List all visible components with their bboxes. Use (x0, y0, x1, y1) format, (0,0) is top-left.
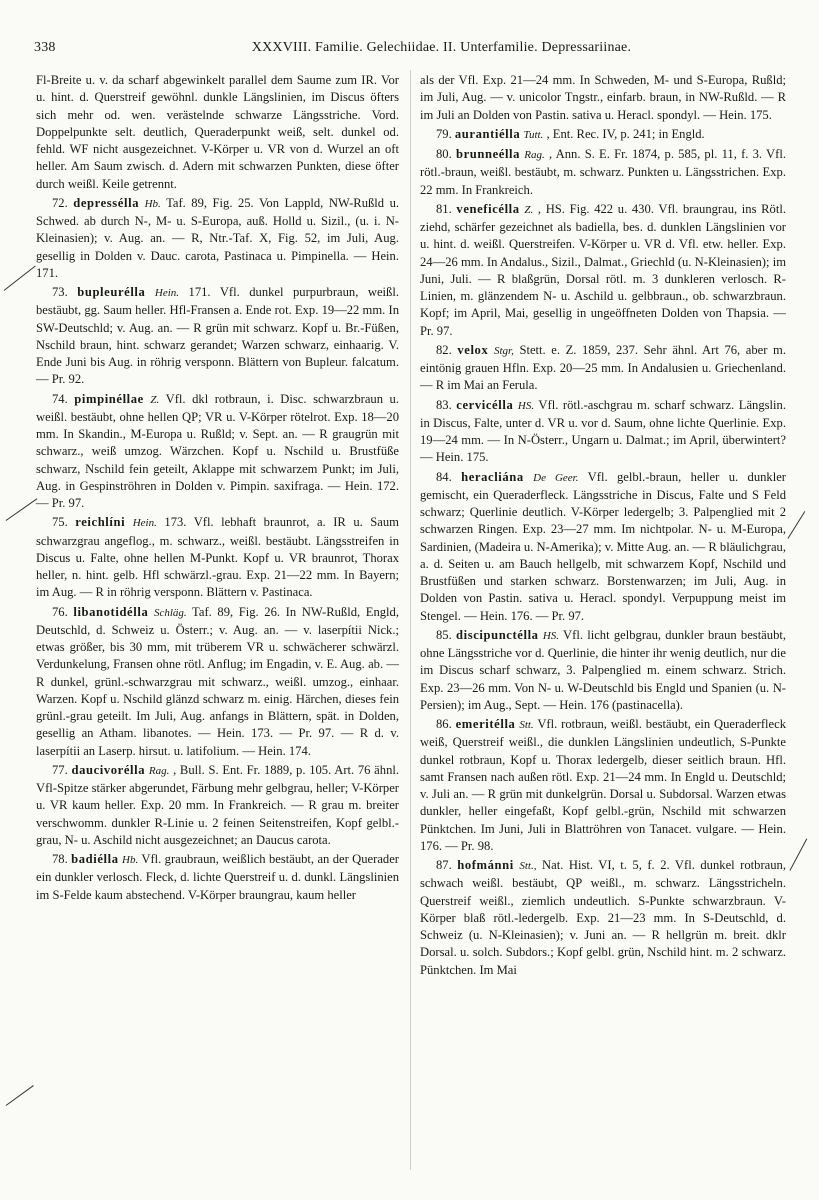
species-entry (420, 126, 786, 144)
entry-text: Vfl. rotbraun, weißl. bestäubt, ein Queraderfleck weiß, Querstreif weißl., die dunklen Längslinien undeutlich, S-Punkte dunkel rotbraun, Kopf u. Thorax ledergelb, dieser seitlich braun. Hfl. samt Fransen nach außen rötl. Exp. 21—24 mm. In Engld u. Deutschld; v. Juli an. — R grün mit dunkelgrün. Dorsal u. Subdorsal. Warzen etwas dunkler, heller eingefaßt, Kopf gelbl.-grün, Nschild mit schwarzen Pünktchen. Im Juni, Juli in Blattröhren von Tanacet. vulgare. — Hein. 176. — Pr. 98. (420, 717, 786, 853)
entry-number: 75. (52, 515, 68, 530)
entry-number: 84. (436, 469, 452, 484)
author-name: Hb. (122, 854, 139, 866)
entry-number: 86. (436, 717, 452, 731)
entry-text: Fl-Breite u. v. da scharf abgewinkelt parallel dem Saume zum IR. Vor u. hint. d. Querstreif gewöhnl. dunkle Längslinien, im Discus öfters sich mehr od. wen. verästelnde schwarze Längsstriche. Vord. Doppelpunkte selt. deutlich, Queraderpunkt weiß, selt. dunkel od. fehld. WF nicht ausgezeichnet. V-Körper u. VR von d. Wurzel an oft heller. Am Saum zwisch. d. Adern mit schwarzen Punkten, diese öfter durch weißl. Keile getrennt. (36, 73, 399, 191)
author-name: Stgr, (493, 344, 514, 357)
author-name: Z. (524, 203, 534, 216)
species-entry (420, 857, 786, 979)
species-name: aurantiélla (454, 126, 521, 141)
species-name: libanotidélla (73, 604, 149, 619)
entry-number: 76. (52, 604, 68, 619)
entry-number: 80. (436, 147, 452, 161)
species-name: velox (457, 342, 489, 357)
species-name: heracliána (461, 469, 524, 484)
entry-number: 83. (436, 397, 452, 412)
entry-text: , HS. Fig. 422 u. 430. Vfl. braungrau, ins Rötl. ziehd, schärfer gezeichnet als badiella, bes. d. dunklen Längslinien vor u. hint. d. weißl. Querstreifen. V-Körper u. VR d. Vfl. etw. heller. Exp. 24—26 mm. In Andalus., Sizil., Dalmat., Griechld (u. N-Kleinasien); im Juni, Juli. — R blaßgrün, Dorsal rötl. m. 3 dunkleren verlosch. R-Linien, m. glänzendem N- u. Aschild u. gelbbraun., ob. schwarzbraun. Kopf; im April, Mai, gesellig in ungeöffneten Dolden von Thapsia. — Pr. 97. (420, 201, 786, 338)
author-name: HS. (542, 629, 560, 642)
species-name: daucivorélla (71, 762, 146, 777)
species-entry (36, 604, 399, 760)
species-entry (420, 716, 786, 855)
species-name: bupleurélla (77, 285, 146, 299)
entry-text: Taf. 89, Fig. 26. In NW-Rußld, Engld, Deutschld, d. Schweiz u. Österr.; v. Aug. an. — v. laserpítii Nick.; etwas größer, bis 30 mm, mit trüberem VR u. schwächerer schwärzl. Verdunkelung, Fransen ohne rötl. Anflug; im Engadin, v. E. Aug. ab. — R dunkel, grünl.-schwarzgrau mit schwarz., weißl. umzog., einhaar. Warzen. Kopf u. Nschild glänzd schwarz m. einig. Härchen, dieses fein grünl.-grau geteilt. Im Juli, Aug. anfangs in Blättern, spät. in Dolden, gesellig an Atham. libanotes. — Hein. 173. — Pr. 97. — R d. v. laserpítii an Laserp. hirsut. u. latifolium. — Hein. 174. (36, 604, 399, 758)
entry-number: 85. (436, 627, 452, 642)
author-name: Schläg. (153, 606, 187, 619)
entry-number: 73. (52, 285, 68, 299)
entry-number: 78. (52, 852, 68, 866)
left-column (36, 72, 399, 904)
entry-number: 82. (436, 342, 452, 357)
header-title: XXXVIII. Familie. Gelechiidae. II. Unterfamilie. Depressariinae. (251, 40, 632, 55)
column-divider (410, 70, 411, 1170)
continuation-text (420, 72, 786, 124)
entry-number: 74. (52, 391, 68, 406)
entry-text: Vfl. gelbl.-braun, heller u. dunkler gemischt, ein Queraderfleck. Längsstriche in Discus, Falte und S Feld schwarz; Querlinie deutlich. V-Körper ledergelb; 3. Palpenglied mit 2 schwarzen Ringen. Exp. 23—27 mm. Im nichtpolar. N- u. M-Europa, Sardinien, (Madeira u. N-Amerika); v. Mitte Aug. an. — R bläulichgrau, a. d. Seiten u. am Bauch hellgelb, mit schwarzem Kopf, Nschild und Brustfüßen und starken schwarz. Borstenwarzen; im Juli, Aug. in Dolden von Pastin. sativa u. Heracl. spondyl. Verpuppung meist im Stengel. — Hein. 176. — Pr. 97. (420, 469, 786, 623)
author-name: Hein. (132, 517, 157, 530)
entry-number: 72. (52, 195, 68, 210)
species-entry (420, 342, 786, 395)
running-header (34, 40, 779, 60)
species-name: depressélla (73, 195, 140, 210)
species-entry (420, 201, 786, 340)
entry-text: Vfl. dkl rotbraun, i. Disc. schwarzbraun u. weißl. bestäubt, ohne hellen QP; VR u. V-Körper rötelrot. Exp. 18—20 mm. In Skandin., M-Europa u. Rußld; v. Sept. an. — R graugrün mit schwarz., weiß umzog. Wärzchen. Kopf u. Nschild u. Brustfüße schwarz, Nschild fein geteilt, Aklappe mit schwarzem Punkt; im Juli, Aug. in Gespinströhren in Dolden v. Pimpin. saxifraga. — Hein. 172. — Pr. 97. (36, 391, 399, 510)
right-column (420, 72, 786, 979)
author-name: Stt., (519, 860, 537, 872)
entry-text: , Ent. Rec. IV, p. 241; in Engld. (546, 126, 705, 141)
margin-pencil-mark (789, 839, 807, 871)
author-name: De Geer. (533, 471, 579, 484)
entry-text: Vfl. rötl.-aschgrau m. scharf schwarz. Längslin. in Discus, Falte, unter d. VR u. vor d. Saum, ohne lichte Querlinie. Exp. 19—24 mm. — In N-Österr., Ungarn u. Dalmat.; im April, überwintert? — Hein. 175. (420, 397, 786, 465)
page-number: 338 (34, 40, 56, 55)
entry-number: 77. (52, 762, 68, 777)
species-name: cervicélla (456, 397, 514, 412)
author-name: HS. (517, 399, 535, 412)
species-name: badiélla (71, 852, 119, 866)
author-name: Rag. (524, 149, 545, 161)
species-entry (420, 627, 786, 714)
margin-pencil-mark (4, 265, 36, 291)
entry-number: 81. (436, 201, 452, 216)
entry-text: , Bull. S. Ent. Fr. 1889, p. 105. Art. 76 ähnl. Vfl-Spitze stärker abgerundet, Färbung mehr gelbgrau, heller; V-Körper u. VR kaum heller. Exp. 20 mm. In Frankreich. — R grau m. breiter verschwomm. dunkler R-Linie u. 2 feinen Seitenstreifen, Kopf gelbl.-grau, N- u. Aschild nicht ausgezeichnet; an Daucus carota. (36, 762, 400, 847)
margin-pencil-mark (6, 498, 38, 521)
entry-text: 171. Vfl. dunkel purpurbraun, weißl. bestäubt, gg. Saum heller. Hfl-Fransen a. Ende rot. Exp. 19—22 mm. In SW-Deutschld; v. Aug. an. — R grün mit schwarz. Kopf u. Br.-Füßen, Nschild braun, hint. schwarz gerandet; Warzen schwarz, einhaarig. V. Ende Juni bis Aug. in röhrig versponn. Blättern von Bupleur. falcatum. — Pr. 92. (36, 285, 399, 387)
species-entry (420, 469, 786, 625)
entry-number: 87. (436, 858, 452, 872)
species-entry (36, 284, 399, 389)
author-name: Stt. (519, 719, 534, 731)
author-name: Z. (150, 393, 160, 406)
species-entry (36, 514, 399, 601)
entry-text: Stett. e. Z. 1859, 237. Sehr ähnl. Art 76, aber m. eintönig grauen Hfln. Exp. 20—25 mm. In Andalusien u. Griechenland. — R im Mai an Ferula. (420, 342, 786, 393)
species-name: reichlíni (75, 515, 126, 530)
author-name: Hb. (144, 197, 161, 210)
author-name: Hein. (154, 287, 180, 299)
margin-pencil-mark (6, 1085, 34, 1106)
entry-text: Taf. 89, Fig. 25. Von Lappld, NW-Rußld u. Schwed. ab durch N-, M- u. S-Europa, auß. Holld u. Sizil., (u. i. N-Kleinasien); v. Aug. an. — R, Ntr.-Taf. X, Fig. 52, im Juli, Aug. gesellig in Dolden v. Dauc. carota, Pastinaca u. Pimpinella. — Hein. 171. (36, 195, 400, 280)
entry-text: , Ann. S. E. Fr. 1874, p. 585, pl. 11, f. 3. Vfl. rötl.-braun, weißl. bestäubt, m. schwarz. Punkten u. Längsstrichen. Exp. 22 mm. In Frankreich. (420, 147, 786, 197)
species-entry (36, 195, 399, 282)
species-name: hofmánni (457, 858, 514, 872)
entry-text: Nat. Hist. VI, t. 5, f. 2. Vfl. dunkel rotbraun, schwach weißl. bestäubt, QP weißl., m. schwarz. Längsstricheln. Querstreif weißl., ziemlich undeutlich. S-Punkte schwarzbraun. V-Körper blaß rötl.-ledergelb. Exp. 21—23 mm. In S-Deutschld, d. Schweiz (u. N-Kleinasien); v. Juni an. — R hellgrün m. breit. dklr Dorsal. u. solch. Subdors.; Kopf gelbl. grün, Nschild hint. m. 2 schwarz. Pünktchen. Im Mai (420, 858, 786, 977)
species-entry (36, 851, 399, 904)
species-name: discipunctélla (456, 627, 539, 642)
species-name: brunneélla (455, 147, 521, 161)
species-name: veneficélla (456, 201, 520, 216)
entry-text: 173. Vfl. lebhaft braunrot, a. IR u. Saum schwarzgrau angeflog., m. schwarz., weißl. bestäubt. Längsstreifen in Discus u. Falte, ohne hellen M-Punkt. Kopf u. VR braunrot, Thorax heller, n. hint. gelb. Hfl schwärzl.-grau. Exp. 21—22 mm. In Bayern; im Aug. — R in röhrig versponn. Blättern v. Pastinaca. (36, 515, 399, 600)
entry-number: 79. (436, 126, 452, 141)
author-name: Tutt. (523, 128, 544, 141)
species-name: pimpinéllae (74, 391, 144, 406)
continuation-text (36, 72, 399, 193)
species-entry (420, 397, 786, 467)
author-name: Rag. (148, 764, 170, 777)
margin-pencil-mark (787, 511, 805, 539)
species-entry (36, 391, 399, 513)
species-name: emeritélla (455, 717, 516, 731)
species-entry (36, 762, 399, 849)
species-entry (420, 146, 786, 199)
entry-text: Vfl. licht gelbgrau, dunkler braun bestäubt, ohne Längsstriche vor d. Querlinie, die hinter ihr wenig deutlich, nur die im Discus scharf schwarz, 3. Palpenglied m. einem schwarz. Strich. Exp. 23—26 mm. Von N- u. W-Deutschld bis Engld und Spanien (u. N-Persien); im Aug., Sept. — Hein. 176 (pastinacella). (420, 627, 787, 712)
entry-text: als der Vfl. Exp. 21—24 mm. In Schweden, M- und S-Europa, Rußld; im Juli, Aug. — v. unicolor Tngstr., einfarb. braun, in NW-Rußld. — R im Juli an Dolden von Pastin. sativa u. Heracl. spondyl. — Hein. 175. (420, 73, 786, 122)
entry-text: Vfl. graubraun, weißlich bestäubt, an der Querader ein dunkler verlosch. Fleck, d. lichte Querstreif u. d. dunkl. Längslinien im S-Felde kaum abstechend. V-Körper braungrau, kaum heller (36, 852, 400, 902)
